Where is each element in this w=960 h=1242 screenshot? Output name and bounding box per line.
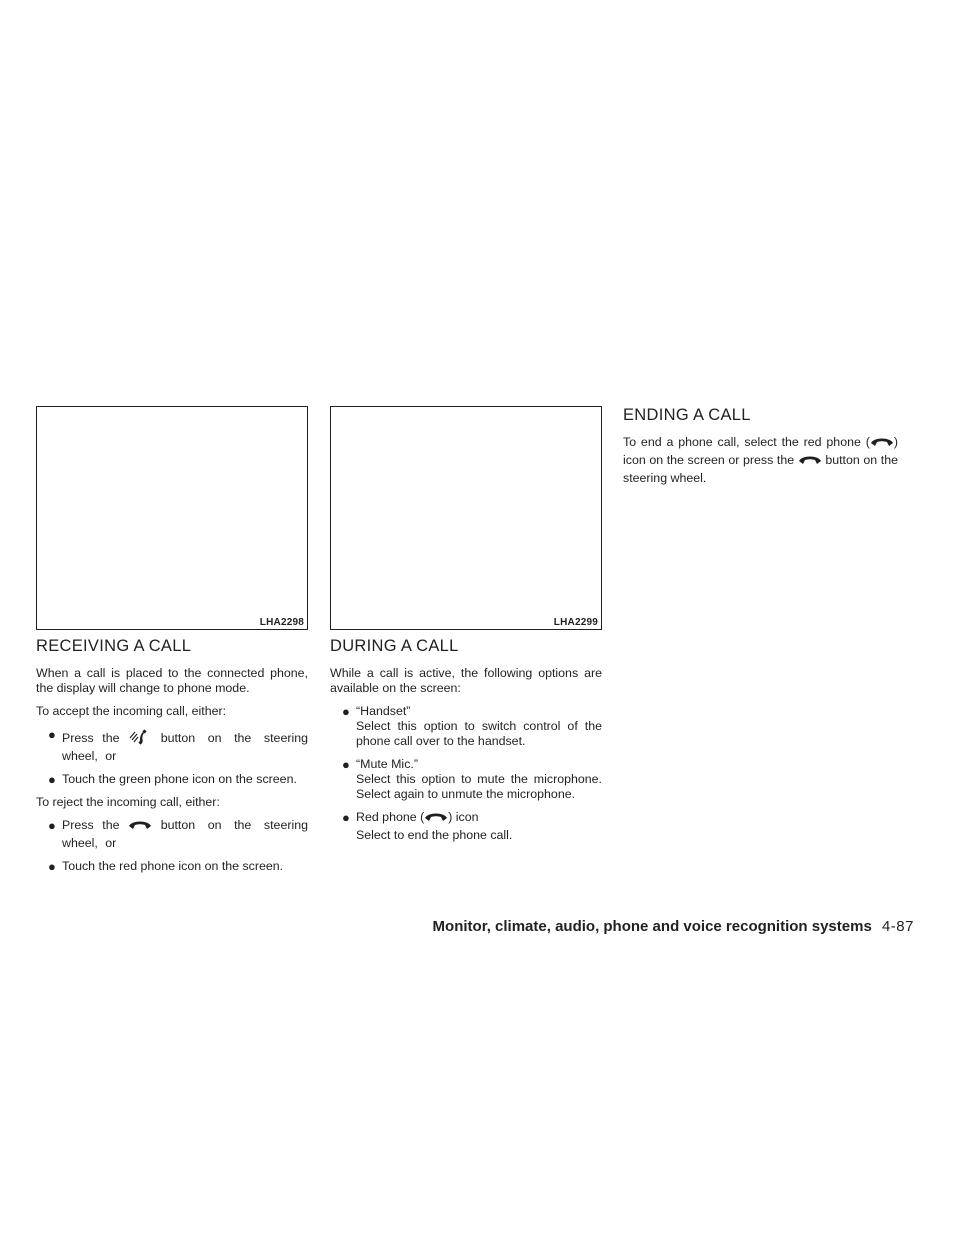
figure-code: LHA2298 bbox=[259, 617, 304, 628]
option-handset-desc: Select this option to switch control of the phone call over to the handset. bbox=[356, 719, 602, 748]
heading-receiving-call: RECEIVING A CALL bbox=[36, 637, 192, 655]
option-handset-title: “Handset” bbox=[356, 704, 411, 718]
list-item bbox=[36, 772, 308, 787]
page-number: 4-87 bbox=[881, 918, 914, 935]
option-red-before: Red phone ( bbox=[356, 810, 425, 824]
figure-code: LHA2299 bbox=[553, 617, 598, 628]
phone-hangup-icon bbox=[798, 453, 822, 471]
reject-touch: Touch the red phone icon on the screen. bbox=[62, 859, 284, 873]
list-item bbox=[36, 818, 308, 851]
bullet: ● bbox=[342, 704, 350, 719]
reject-lead: To reject the incoming call, either: bbox=[36, 795, 220, 809]
phone-hangup-icon bbox=[424, 810, 448, 828]
phone-hangup-icon bbox=[128, 818, 152, 836]
bullet: ● bbox=[48, 859, 56, 874]
heading-ending-call: ENDING A CALL bbox=[623, 406, 751, 424]
ending-text-2: ) icon on the screen or press the bbox=[623, 435, 898, 467]
option-red-desc: Select to end the phone call. bbox=[356, 828, 513, 842]
section-receiving-call bbox=[36, 636, 308, 882]
page-footer bbox=[433, 918, 914, 935]
ending-text-3: button on the steering wheel. bbox=[623, 453, 898, 485]
figure-receiving-call bbox=[36, 406, 308, 630]
during-intro: While a call is active, the following options are available on the screen: bbox=[330, 666, 602, 695]
ending-text-1: To end a phone call, select the red phone ( bbox=[623, 435, 870, 449]
accept-press-after: button on the steering wheel, or bbox=[62, 731, 308, 763]
list-item bbox=[36, 859, 308, 874]
during-options-list bbox=[330, 704, 602, 843]
option-red-after: ) icon bbox=[448, 810, 479, 824]
list-item bbox=[330, 704, 602, 749]
receiving-intro: When a call is placed to the connected phone, the display will change to phone mode. bbox=[36, 666, 308, 695]
bullet: ● bbox=[48, 818, 56, 833]
figure-during-call bbox=[330, 406, 602, 630]
option-mute-title: “Mute Mic.” bbox=[356, 757, 418, 771]
list-item bbox=[36, 727, 308, 764]
bullet: ● bbox=[342, 810, 350, 825]
phone-hangup-icon bbox=[870, 435, 894, 453]
accept-list bbox=[36, 727, 308, 787]
ending-text bbox=[623, 435, 898, 486]
phone-talk-icon bbox=[128, 727, 152, 749]
accept-touch: Touch the green phone icon on the screen. bbox=[62, 772, 297, 786]
reject-press-after: button on the steering wheel, or bbox=[62, 818, 308, 850]
bullet: ● bbox=[48, 772, 56, 787]
section-ending-call bbox=[623, 405, 898, 494]
list-item bbox=[330, 757, 602, 802]
accept-press-before: Press the bbox=[62, 731, 120, 745]
footer-section-title: Monitor, climate, audio, phone and voice recognition systems bbox=[432, 918, 872, 935]
section-during-call bbox=[330, 636, 602, 851]
heading-during-call: DURING A CALL bbox=[330, 637, 459, 655]
reject-press-before: Press the bbox=[62, 818, 120, 832]
accept-lead: To accept the incoming call, either: bbox=[36, 704, 227, 718]
bullet: ● bbox=[342, 757, 350, 772]
list-item bbox=[330, 810, 602, 843]
bullet: ● bbox=[48, 727, 56, 742]
reject-list bbox=[36, 818, 308, 874]
option-mute-desc: Select this option to mute the microphone. Select again to unmute the microphone. bbox=[356, 772, 602, 801]
